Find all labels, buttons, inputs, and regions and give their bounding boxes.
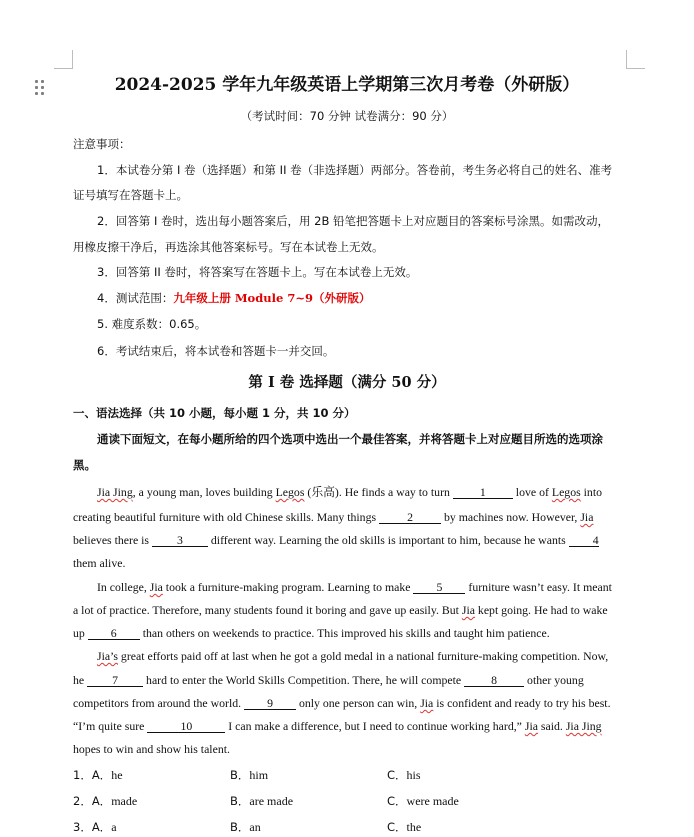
crop-mark-top-right [626,50,645,69]
note-6: 6．考试结束后，将本试卷和答题卡一并交回。 [97,344,335,358]
passage-text: In college, [97,580,150,594]
option-label: C． [387,768,407,782]
passage-text: different way. Learning the old skills is important to him, because he wants [207,533,569,547]
passage-name: Jia’s [97,649,118,663]
passage-line: them alive. [73,556,126,570]
blank-9: 9 [244,697,296,710]
passage-text: into [580,485,603,499]
blank-8: 8 [464,674,524,687]
part1-title: 一、语法选择（共 10 小题，每小题 1 分，共 10 分） [73,406,356,420]
option-text: made [111,794,138,808]
passage-text: other young [524,673,584,687]
note-1b: 证号填写在答题卡上。 [73,188,188,202]
passage-word: Legos [551,485,581,499]
passage-line [73,603,626,617]
option-text: him [249,768,269,782]
passage-line [73,626,626,640]
passage-text: only one person can win, [296,696,421,710]
note-1a: 1．本试卷分第 I 卷（选择题）和第 II 卷（非选择题）两部分。答卷前，考生务必将自己的姓名、准考 [97,163,613,177]
blank-2: 2 [379,511,441,524]
blank-4: 4 [569,534,599,547]
option-text: a [111,820,117,834]
passage-text: he [73,673,88,687]
instruction-line-2: 黑。 [73,458,96,472]
question-1-option-c[interactable] [387,767,421,783]
blank-3: 3 [152,534,208,547]
question-1-option-b[interactable] [230,767,268,783]
passage-name: Jia [461,603,475,617]
passage-line [97,485,626,499]
passage-text: up [73,626,88,640]
passage-name: Jia [420,696,434,710]
passage-line [97,580,626,594]
option-text: an [249,820,261,834]
option-label: B． [230,794,250,808]
passage-text: I can make a difference, but I need to continue working hard,” [225,719,525,733]
option-text: his [406,768,421,782]
passage-line: hopes to win and show his talent. [73,742,230,756]
question-2-option-b[interactable] [230,793,293,809]
document-title: 2024-2025 学年九年级英语上学期第三次月考卷（外研版） [114,75,580,95]
passage-text: creating beautiful furniture with old Chinese skills. Many things [73,510,380,524]
option-label: B． [230,820,250,834]
exam-meta: （考试时间：70 分钟 试卷满分：90 分） [240,109,454,123]
passage-text: took a furniture-making program. Learning to make [162,580,414,594]
option-label: C． [387,820,407,834]
note-2b: 用橡皮擦干净后，再选涂其他答案标号。写在本试卷上无效。 [73,240,384,254]
question-number: 3．A． [73,820,112,834]
option-text: the [406,820,422,834]
passage-text: hard to enter the World Skills Competition. There, he will compete [143,673,465,687]
option-label: B． [230,768,250,782]
passage-text: believes there is [73,533,152,547]
option-text: were made [406,794,459,808]
passage-name: Jia Jing [97,485,133,499]
section-title: 第 I 卷 选择题（满分 50 分） [248,374,446,391]
passage-name: Jia [524,719,538,733]
passage-line [97,649,626,663]
passage-name: Jia Jing [565,719,602,733]
blank-7: 7 [87,674,143,687]
passage-text: love of [512,485,552,499]
passage-line [73,533,626,547]
passage-text: “I’m quite sure [73,719,148,733]
passage-text: than others on weekends to practice. This improved his skills and taught him patience. [139,626,550,640]
passage-text: by machines now. However, [441,510,581,524]
test-scope: 九年级上册 Module 7~9（外研版） [173,291,371,305]
note-3: 3．回答第 II 卷时，将答案写在答题卡上。写在本试卷上无效。 [97,265,418,279]
option-label: C． [387,794,407,808]
passage-name: Jia [580,510,594,524]
passage-line [73,719,626,733]
passage-text: is confident and ready to try his best. [433,696,611,710]
question-2-option-a[interactable] [73,793,137,809]
note-5: 5. 难度系数：0.65。 [97,317,207,331]
note-4 [97,291,629,305]
question-3-option-c[interactable] [387,819,421,835]
passage-line [73,673,626,687]
question-3-option-b[interactable] [230,819,261,835]
question-number: 1．A． [73,768,112,782]
option-text: he [111,768,123,782]
blank-5: 5 [413,581,465,594]
question-number: 2．A． [73,794,112,808]
passage-text: a lot of practice. Therefore, many students found it boring and gave up easily. But [73,603,462,617]
question-2-option-c[interactable] [387,793,459,809]
notes-heading: 注意事项： [73,137,131,151]
passage-word: Legos [275,485,305,499]
blank-6: 6 [88,627,140,640]
passage-line [73,510,626,524]
note-2a: 2．回答第 I 卷时，选出每小题答案后，用 2B 铅笔把答题卡上对应题目的答案标号涂黑。如需改动， [97,214,610,228]
passage-line [73,696,626,710]
passage-text: said. [537,719,566,733]
passage-text: kept going. He had to wake [474,603,608,617]
question-3-option-a[interactable] [73,819,117,835]
passage-text: competitors from around the world. [73,696,245,710]
passage-text: great efforts paid off at last when he got a gold medal in a national furniture-making competition. Now, [117,649,609,663]
question-1-option-a[interactable] [73,767,123,783]
option-text: are made [249,794,294,808]
crop-mark-top-left [54,50,73,69]
blank-10: 10 [147,720,225,733]
passage-text: (乐高). He finds a way to turn [304,485,453,499]
blank-1: 1 [453,486,513,499]
passage-text: furniture wasn’t easy. It meant [465,580,612,594]
passage-text: , a young man, loves building [132,485,276,499]
passage-name: Jia [149,580,163,594]
instruction-line-1: 通读下面短文，在每小题所给的四个选项中选出一个最佳答案，并将答题卡上对应题目所选的选项涂 [97,432,603,446]
note-4-prefix: 4．测试范围： [97,291,174,305]
